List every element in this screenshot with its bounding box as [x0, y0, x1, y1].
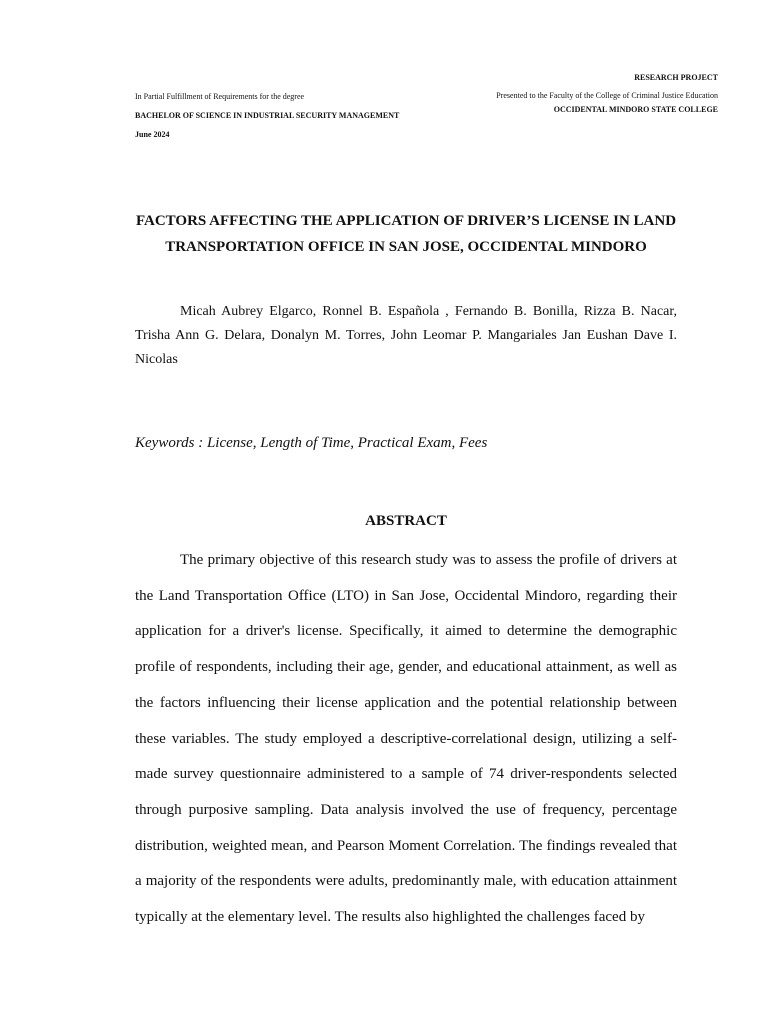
header-left-block: [135, 92, 435, 140]
header-right-block: [488, 72, 718, 116]
institution-name: OCCIDENTAL MINDORO STATE COLLEGE: [553, 105, 718, 114]
paper-title: FACTORS AFFECTING THE APPLICATION OF DRIVER’S LICENSE IN LAND TRANSPORTATION OFFICE IN SAN JOSE, OCCIDENTAL MINDORO: [135, 213, 677, 255]
author-list: Micah Aubrey Elgarco, Ronnel B. Española , Fernando B. Bonilla, Rizza B. Nacar, Trisha Ann G. Delara, Donalyn M. Torres, John Leomar P. Mangariales Jan Eushan Dave I. Nicolas: [135, 304, 677, 367]
abstract-heading: ABSTRACT: [365, 513, 447, 529]
degree-line: BACHELOR OF SCIENCE IN INDUSTRIAL SECURITY MANAGEMENT: [135, 111, 400, 120]
presented-to-line: Presented to the Faculty of the College of Criminal Justice Education: [496, 91, 718, 100]
doc-type-label: RESEARCH PROJECT: [634, 73, 718, 82]
keywords-line: Keywords : License, Length of Time, Practical Exam, Fees: [135, 435, 488, 451]
date-line: June 2024: [135, 130, 170, 139]
abstract-body: The primary objective of this research study was to assess the profile of drivers at the Land Transportation Office (LTO) in San Jose, Occidental Mindoro, regarding their application for a driver's license. Specifically, it aimed to determine the demographic profile of respondents, including their age, gender, and educational attainment, as well as the factors influencing their license application and the potential relationship between these variables. The study employed a descriptive-correlational design, utilizing a self-made survey questionnaire administered to a sample of 74 driver-respondents selected through purposive sampling. Data analysis involved the use of frequency, percentage distribution, weighted mean, and Pearson Moment Correlation. The findings revealed that a majority of the respondents were adults, predominantly male, with education attainment typically at the elementary level. The results also highlighted the challenges faced by: [135, 552, 677, 926]
fulfillment-line: In Partial Fulfillment of Requirements for the degree: [135, 92, 305, 101]
